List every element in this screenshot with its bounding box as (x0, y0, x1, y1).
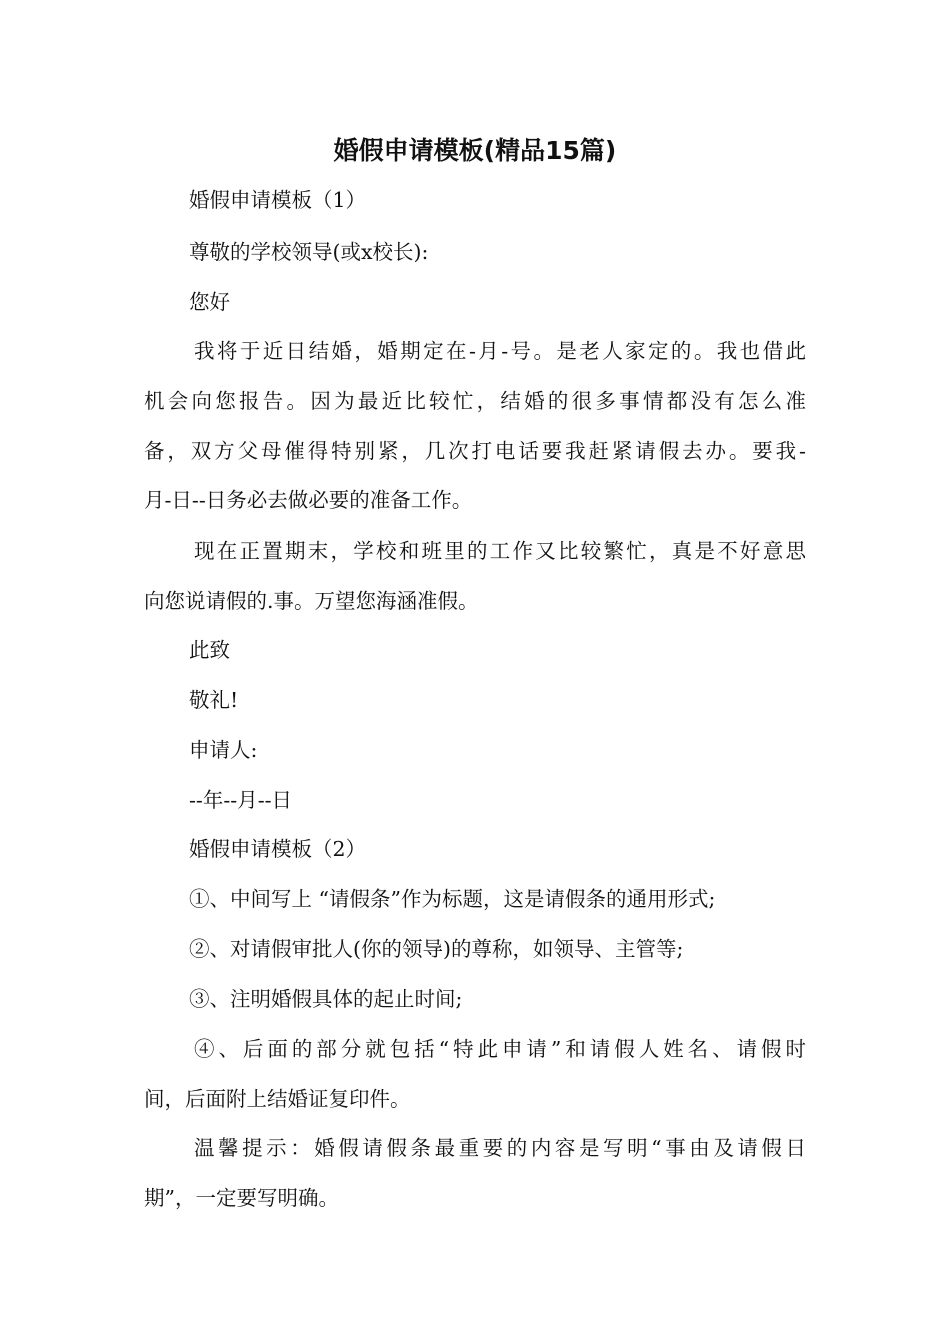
applicant-label: 申请人: (189, 738, 258, 762)
list-item-3: ③、注明婚假具体的起止时间; (189, 987, 463, 1011)
tip-line-2: 期”，一定要写明确。 (144, 1186, 339, 1210)
paragraph-1-line-4: 月-日--日务必去做必要的准备工作。 (144, 488, 473, 512)
date-line: --年--月--日 (189, 788, 293, 812)
paragraph-1-line-1: 我将于近日结婚，婚期定在-月-号。是老人家定的。我也借此 (194, 339, 806, 363)
tip-line-1: 温馨提示：婚假请假条最重要的内容是写明“事由及请假日 (194, 1136, 806, 1160)
greeting: 您好 (189, 290, 230, 314)
closing-line-2: 敬礼! (189, 688, 239, 712)
section-heading-1: 婚假申请模板（1） (189, 188, 367, 212)
salutation: 尊敬的学校领导(或x校长): (189, 240, 429, 264)
list-item-4-line-2: 间，后面附上结婚证复印件。 (144, 1087, 411, 1111)
list-item-2: ②、对请假审批人(你的领导)的尊称，如领导、主管等; (189, 937, 684, 961)
document-title: 婚假申请模板(精品15篇) (333, 136, 617, 165)
paragraph-1-line-2: 机会向您报告。因为最近比较忙，结婚的很多事情都没有怎么准 (144, 389, 806, 413)
paragraph-2-line-1: 现在正置期末，学校和班里的工作又比较繁忙，真是不好意思 (194, 539, 806, 563)
list-item-1: ①、中间写上 “请假条”作为标题，这是请假条的通用形式; (189, 887, 716, 911)
closing-line-1: 此致 (189, 638, 230, 662)
list-item-4-line-1: ④、后面的部分就包括“特此申请”和请假人姓名、请假时 (194, 1037, 806, 1061)
paragraph-1-line-3: 备，双方父母催得特别紧，几次打电话要我赶紧请假去办。要我- (144, 439, 806, 463)
section-heading-2: 婚假申请模板（2） (189, 837, 367, 861)
paragraph-2-line-2: 向您说请假的.事。万望您海涵准假。 (144, 589, 479, 613)
